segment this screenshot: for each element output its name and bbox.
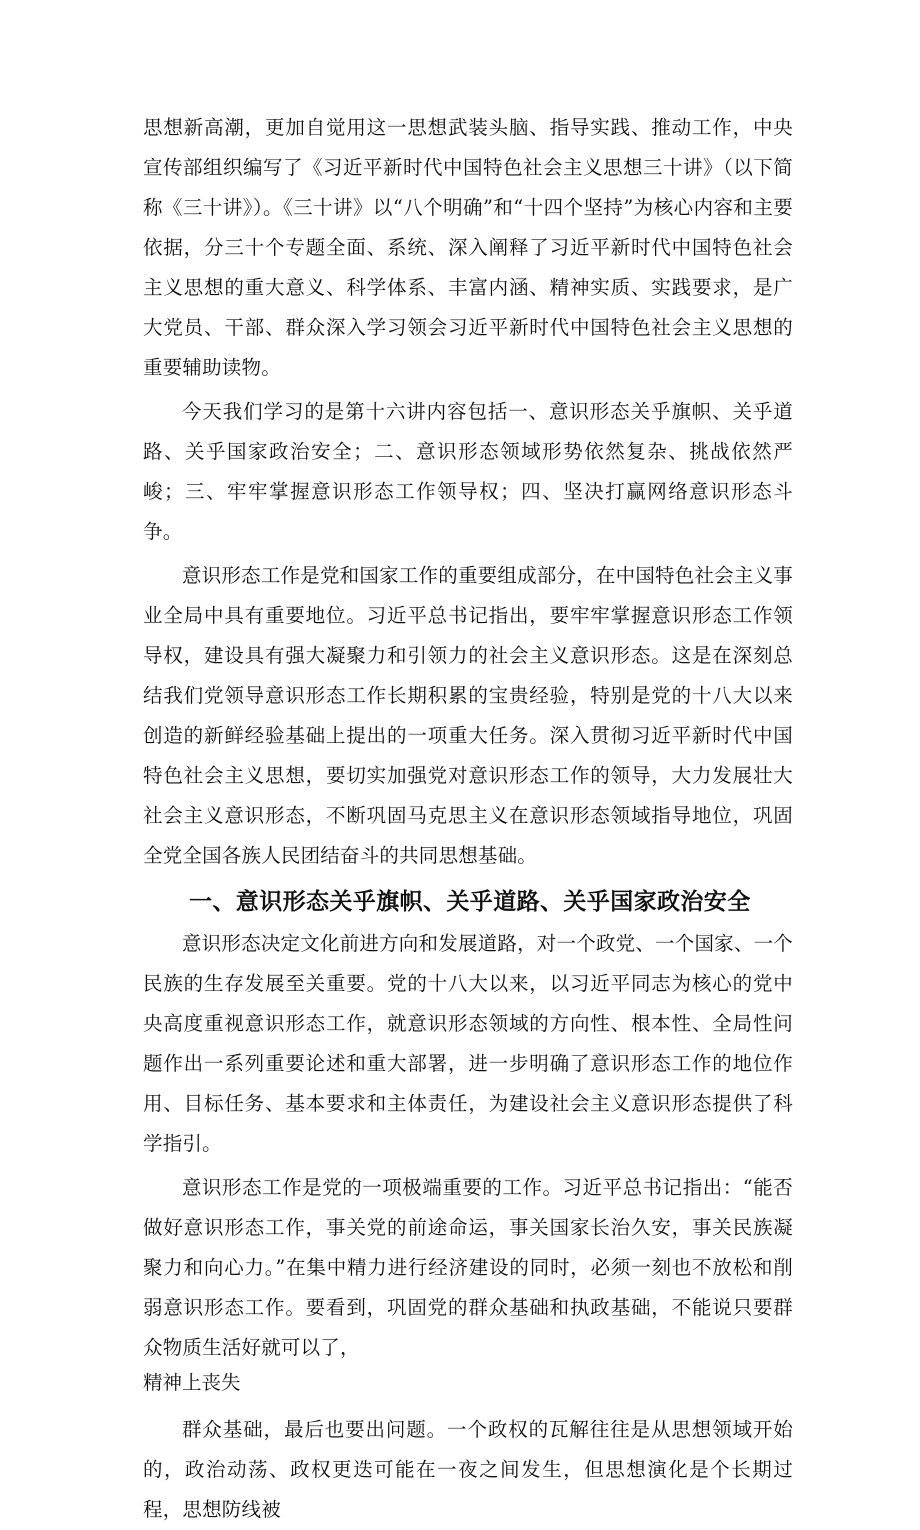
lesson-overview-paragraph: 今天我们学习的是第十六讲内容包括一、意识形态关乎旗帜、关乎道路、关乎国家政治安全；二、意识形态领域形势依然复杂、挑战依然严峻；三、牢牢掌握意识形态工作领导权；四、坚决打赢网络意识形态斗争。 — [143, 400, 793, 543]
continuation-paragraph: 群众基础，最后也要出问题。一个政权的瓦解往往是从思想领域开始的，政治动荡、政权更迭可能在一夜之间发生，但思想演化是个长期过程，思想防线被 — [143, 1418, 793, 1521]
document-body — [143, 108, 793, 1530]
section-paragraph-1: 意识形态决定文化前进方向和发展道路，对一个政党、一个国家、一个民族的生存发展至关重要。党的十八大以来，以习近平同志为核心的党中央高度重视意识形态工作，就意识形态领域的方向性、根本性、全局性问题作出一系列重要论述和重大部署，进一步明确了意识形态工作的地位作用、目标任务、基本要求和主体责任，为建设社会主义意识形态提供了科学指引。 — [143, 932, 793, 1155]
intro-paragraph: 思想新高潮，更加自觉用这一思想武装头脑、指导实践、推动工作，中央宣传部组织编写了《习近平新时代中国特色社会主义思想三十讲》（以下简称《三十讲》）。《三十讲》以“八个明确”和“十四个坚持”为核心内容和主要依据，分三十个专题全面、系统、深入阐释了习近平新时代中国特色社会主义思想的重大意义、科学体系、丰富内涵、精神实质、实践要求，是广大党员、干部、群众深入学习领会习近平新时代中国特色社会主义思想的重要辅助读物。 — [143, 116, 793, 379]
section-one-heading: 一、意识形态关乎旗帜、关乎道路、关乎国家政治安全 — [189, 889, 751, 915]
section-paragraph-2: 意识形态工作是党的一项极端重要的工作。习近平总书记指出：“能否做好意识形态工作，事关党的前途命运，事关国家长治久安，事关民族凝聚力和向心力。”在集中精力进行经济建设的同时，必须一刻也不放松和削弱意识形态工作。要看到，巩固党的群众基础和执政基础，不能说只要群众物质生活好就可以了， — [143, 1176, 793, 1359]
broken-line-fragment: 精神上丧失 — [143, 1371, 241, 1394]
ideology-work-paragraph: 意识形态工作是党和国家工作的重要组成部分，在中国特色社会主义事业全局中具有重要地位。习近平总书记指出，要牢牢掌握意识形态工作领导权，建设具有强大凝聚力和引领力的社会主义意识形态。这是在深刻总结我们党领导意识形态工作长期积累的宝贵经验，特别是党的十八大以来创造的新鲜经验基础上提出的一项重大任务。深入贯彻习近平新时代中国特色社会主义思想，要切实加强党对意识形态工作的领导，大力发展壮大社会主义意识形态，不断巩固马克思主义在意识形态领域指导地位，巩固全党全国各族人民团结奋斗的共同思想基础。 — [143, 564, 793, 867]
